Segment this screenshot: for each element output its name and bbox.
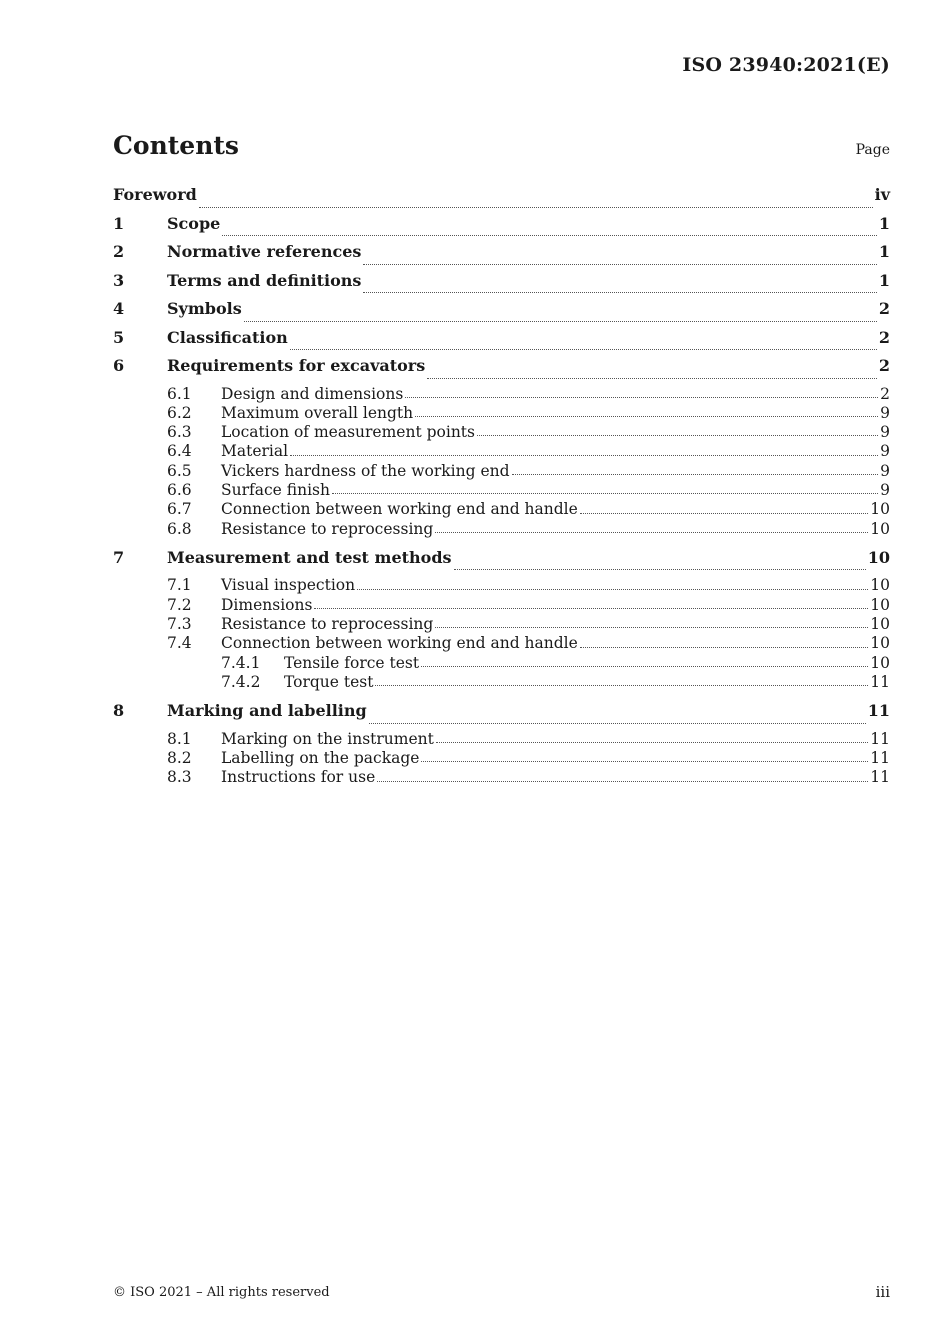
toc-entry[interactable] [113, 520, 890, 539]
toc-entry-number: 2 [113, 242, 125, 261]
toc-entry[interactable] [113, 701, 890, 730]
toc-entry[interactable] [113, 242, 890, 271]
toc-entry-title: Connection between working end and handle [221, 634, 578, 653]
toc-entry[interactable] [113, 749, 890, 768]
toc-entry-number: 7.2 [167, 595, 192, 614]
toc-entry-title: Resistance to reprocessing [221, 614, 434, 633]
toc-dot-leader [357, 588, 868, 590]
toc-entry-number: 6.4 [167, 442, 192, 461]
toc-entry-page: 10 [870, 500, 890, 519]
toc-dot-leader [244, 320, 877, 322]
toc-entry-title: Location of measurement points [221, 423, 475, 442]
toc-entry-page: 1 [878, 213, 890, 233]
toc-dot-leader [580, 646, 868, 648]
toc-entry[interactable] [113, 481, 890, 500]
toc-dot-leader [415, 415, 878, 417]
toc-entry[interactable] [113, 423, 890, 442]
toc-entry-title: Foreword [113, 185, 197, 204]
toc-dot-leader [435, 531, 868, 533]
toc-entry[interactable] [113, 271, 890, 300]
toc-entry-page: 11 [870, 729, 890, 748]
copyright-notice: © ISO 2021 – All rights reserved [113, 1285, 330, 1300]
toc-entry-title: Tensile force test [284, 653, 420, 672]
toc-entry-number: 7.3 [167, 614, 192, 633]
toc-entry-number: 7 [113, 547, 125, 567]
toc-entry-page: 10 [867, 547, 890, 567]
toc-entry-number: 7.4.1 [221, 653, 261, 672]
toc-dot-leader [405, 396, 878, 398]
document-id: ISO 23940:2021(E) [682, 54, 890, 76]
toc-dot-leader [369, 722, 866, 724]
toc-dot-leader [222, 234, 877, 236]
toc-entry-number: 6 [113, 356, 125, 375]
toc-entry-title: Maximum overall length [221, 403, 414, 422]
toc-entry-number: 6.5 [167, 461, 192, 480]
toc-entry-page: 9 [880, 480, 890, 499]
toc-entry-title: Surface finish [221, 480, 330, 499]
toc-entry-title: Measurement and test methods [167, 547, 452, 567]
toc-entry[interactable] [113, 462, 890, 481]
toc-dot-leader [199, 206, 873, 208]
toc-entry-number: 6.1 [167, 384, 192, 403]
toc-entry-number: 7.4.2 [221, 672, 261, 691]
toc-entry-page: 11 [867, 701, 890, 721]
toc-entry[interactable] [113, 385, 890, 404]
toc-entry-page: 9 [880, 423, 890, 442]
toc-dot-leader [290, 348, 877, 350]
toc-entry[interactable] [113, 404, 890, 423]
toc-dot-leader [435, 626, 868, 628]
toc-entry[interactable] [113, 654, 890, 673]
toc-entry[interactable] [113, 548, 890, 577]
toc-dot-leader [290, 454, 878, 456]
toc-entry-number: 8.3 [167, 768, 192, 787]
toc-entry[interactable] [113, 615, 890, 634]
toc-spacer [113, 692, 890, 701]
toc-entry-title: Vickers hardness of the working end [221, 461, 510, 480]
toc-entry-page: 11 [870, 768, 890, 787]
toc-entry-title: Visual inspection [221, 576, 356, 595]
page-column-label: Page [855, 142, 890, 158]
toc-entry[interactable] [113, 442, 890, 461]
toc-dot-leader [454, 568, 866, 570]
toc-entry[interactable] [113, 356, 890, 385]
toc-entry[interactable] [113, 673, 890, 692]
toc-dot-leader [477, 434, 878, 436]
toc-entry-title: Scope [167, 213, 221, 233]
toc-entry-title: Classification [167, 327, 288, 347]
toc-entry-number: 5 [113, 327, 125, 347]
toc-entry-title: Symbols [167, 299, 242, 318]
toc-entry-page: 2 [878, 356, 890, 375]
toc-entry-page: 1 [878, 242, 890, 261]
toc-entry-title: Labelling on the package [221, 748, 420, 767]
toc-entry-title: Resistance to reprocessing [221, 519, 434, 538]
toc-entry-number: 8.1 [167, 729, 192, 748]
toc-entry-number: 6.8 [167, 519, 192, 538]
toc-entry-title: Marking on the instrument [221, 729, 434, 748]
toc-entry-page: 10 [870, 519, 890, 538]
toc-entry[interactable] [113, 500, 890, 519]
toc-dot-leader [363, 291, 876, 293]
toc-entry-page: 1 [878, 270, 890, 290]
toc-entry-page: 10 [870, 576, 890, 595]
toc-spacer [113, 539, 890, 548]
toc-dot-leader [363, 263, 876, 265]
toc-entry-number: 6.2 [167, 403, 192, 422]
page-number: iii [875, 1283, 890, 1301]
toc-entry[interactable] [113, 768, 890, 787]
toc-entry-page: 2 [880, 384, 890, 403]
toc-entry[interactable] [113, 634, 890, 653]
toc-dot-leader [377, 780, 868, 782]
toc-entry-page: iv [874, 185, 890, 204]
toc-dot-leader [580, 512, 868, 514]
toc-entry[interactable] [113, 576, 890, 595]
toc-entry-page: 10 [870, 614, 890, 633]
toc-entry[interactable] [113, 185, 890, 214]
toc-entry-title: Requirements for excavators [167, 356, 426, 375]
toc-dot-leader [314, 607, 868, 609]
toc-entry-number: 8.2 [167, 748, 192, 767]
toc-entry[interactable] [113, 730, 890, 749]
toc-entry-title: Marking and labelling [167, 701, 367, 721]
toc-dot-leader [427, 377, 877, 379]
toc-entry-number: 6.6 [167, 480, 192, 499]
toc-entry-title: Material [221, 442, 289, 461]
toc-entry-page: 2 [878, 299, 890, 318]
toc-entry-title: Connection between working end and handle [221, 500, 578, 519]
toc-entry[interactable] [113, 214, 890, 243]
toc-entry-title: Terms and definitions [167, 270, 362, 290]
table-of-contents [113, 185, 890, 788]
page-title: Contents [113, 131, 240, 160]
toc-entry-number: 3 [113, 270, 125, 290]
toc-entry-page: 10 [870, 595, 890, 614]
toc-entry-number: 1 [113, 213, 125, 233]
toc-dot-leader [421, 760, 868, 762]
toc-entry-title: Normative references [167, 242, 362, 261]
toc-entry-title: Dimensions [221, 595, 313, 614]
toc-entry-page: 9 [880, 461, 890, 480]
toc-entry-title: Torque test [284, 672, 374, 691]
toc-entry-page: 9 [880, 442, 890, 461]
toc-entry-number: 4 [113, 299, 125, 318]
toc-entry-page: 10 [870, 653, 890, 672]
toc-entry[interactable] [113, 596, 890, 615]
toc-dot-leader [512, 473, 879, 475]
toc-entry-page: 11 [870, 672, 890, 691]
toc-entry-title: Instructions for use [221, 768, 376, 787]
toc-entry-page: 10 [870, 634, 890, 653]
toc-dot-leader [332, 492, 878, 494]
toc-dot-leader [375, 684, 868, 686]
toc-entry-number: 6.7 [167, 500, 192, 519]
toc-dot-leader [436, 741, 868, 743]
toc-entry[interactable] [113, 299, 890, 328]
toc-entry-page: 11 [870, 748, 890, 767]
toc-entry-number: 7.4 [167, 634, 192, 653]
toc-entry-number: 8 [113, 701, 125, 721]
toc-dot-leader [421, 665, 868, 667]
toc-entry-number: 7.1 [167, 576, 192, 595]
toc-entry-title: Design and dimensions [221, 384, 404, 403]
toc-entry-page: 9 [880, 403, 890, 422]
toc-entry-number: 6.3 [167, 423, 192, 442]
toc-entry[interactable] [113, 328, 890, 357]
toc-entry-page: 2 [878, 327, 890, 347]
